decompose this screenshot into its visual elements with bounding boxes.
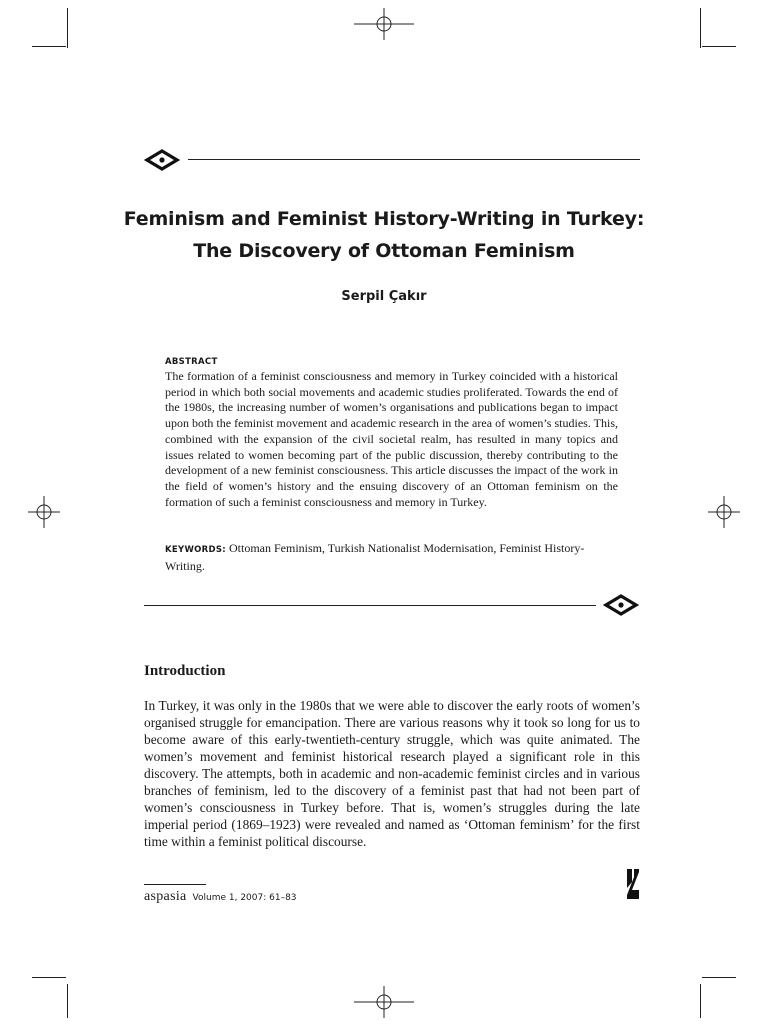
keywords-text: Ottoman Feminism, Turkish Nationalist Modernisation, Feminist History-Writing.: [165, 541, 585, 573]
registration-mark-icon: [708, 496, 740, 528]
crop-mark: [702, 977, 736, 978]
body-paragraph: In Turkey, it was only in the 1980s that we were able to discover the early roots of women’s organised struggle for emancipation. There are various reasons why it took so long for us to become aware of this early-twentieth-century struggle, which was quite animated. The women’s movement and feminist historical research played a significant role in this discovery. The attempts, both in academic and non-academic feminist circles and in various branches of feminism, led to the discovery of a feminist past that had not been part of women’s consciousness in Turkey before. That is, women’s struggles during the late imperial period (1869–1923) were revealed and named as ‘Ottoman feminism’ for the first time within a feminist political discourse.: [144, 698, 640, 849]
crop-mark: [700, 8, 701, 48]
keywords: [165, 541, 618, 574]
crop-mark: [67, 984, 68, 1018]
section-heading: Introduction: [144, 663, 226, 679]
title-line-2: The Discovery of Ottoman Feminism: [193, 240, 575, 262]
registration-mark-icon: [354, 8, 414, 40]
abstract-text: The formation of a feminist consciousness and memory in Turkey coincided with a historical period in which both social movements and academic studies proliferated. Towards the end of the 1980s, the increasing number of women’s organisations and publications began to impact upon both the feminist movement and academic research in the area of women’s studies. This, combined with the expansion of the civil societal realm, has resulted in many topics and issues related to women becoming part of the public discussion, thereby contributing to the development of a new feminist consciousness. This article discusses the impact of the work in the field of women’s history and the ensuing discovery of an Ottoman feminism on the formation of such a feminist consciousness and memory in Turkey.: [165, 369, 618, 509]
diamond-ornament-icon: [144, 149, 180, 171]
crop-mark: [67, 8, 68, 48]
volume-info: Volume 1, 2007: 61–83: [192, 893, 297, 903]
journal-footer: [144, 887, 297, 905]
author-name: Serpil Çakır: [341, 289, 427, 304]
footer-rule: [144, 884, 206, 885]
abstract: [165, 355, 618, 510]
top-rule: [188, 159, 640, 160]
abstract-heading: ABSTRACT: [165, 357, 218, 367]
crop-mark: [32, 46, 66, 47]
article-title: [100, 203, 668, 267]
crop-mark: [702, 46, 736, 47]
keywords-label: KEYWORDS:: [165, 545, 226, 555]
registration-mark-icon: [28, 496, 60, 528]
crop-mark: [32, 977, 66, 978]
bottom-rule: [144, 605, 596, 606]
crop-mark: [700, 984, 701, 1018]
registration-mark-icon: [354, 986, 414, 1018]
diamond-ornament-icon: [603, 594, 639, 616]
title-line-1: Feminism and Feminist History-Writing in Turkey:: [123, 208, 645, 230]
publisher-logo-icon: [626, 868, 640, 900]
journal-name: aspasia: [144, 889, 187, 904]
